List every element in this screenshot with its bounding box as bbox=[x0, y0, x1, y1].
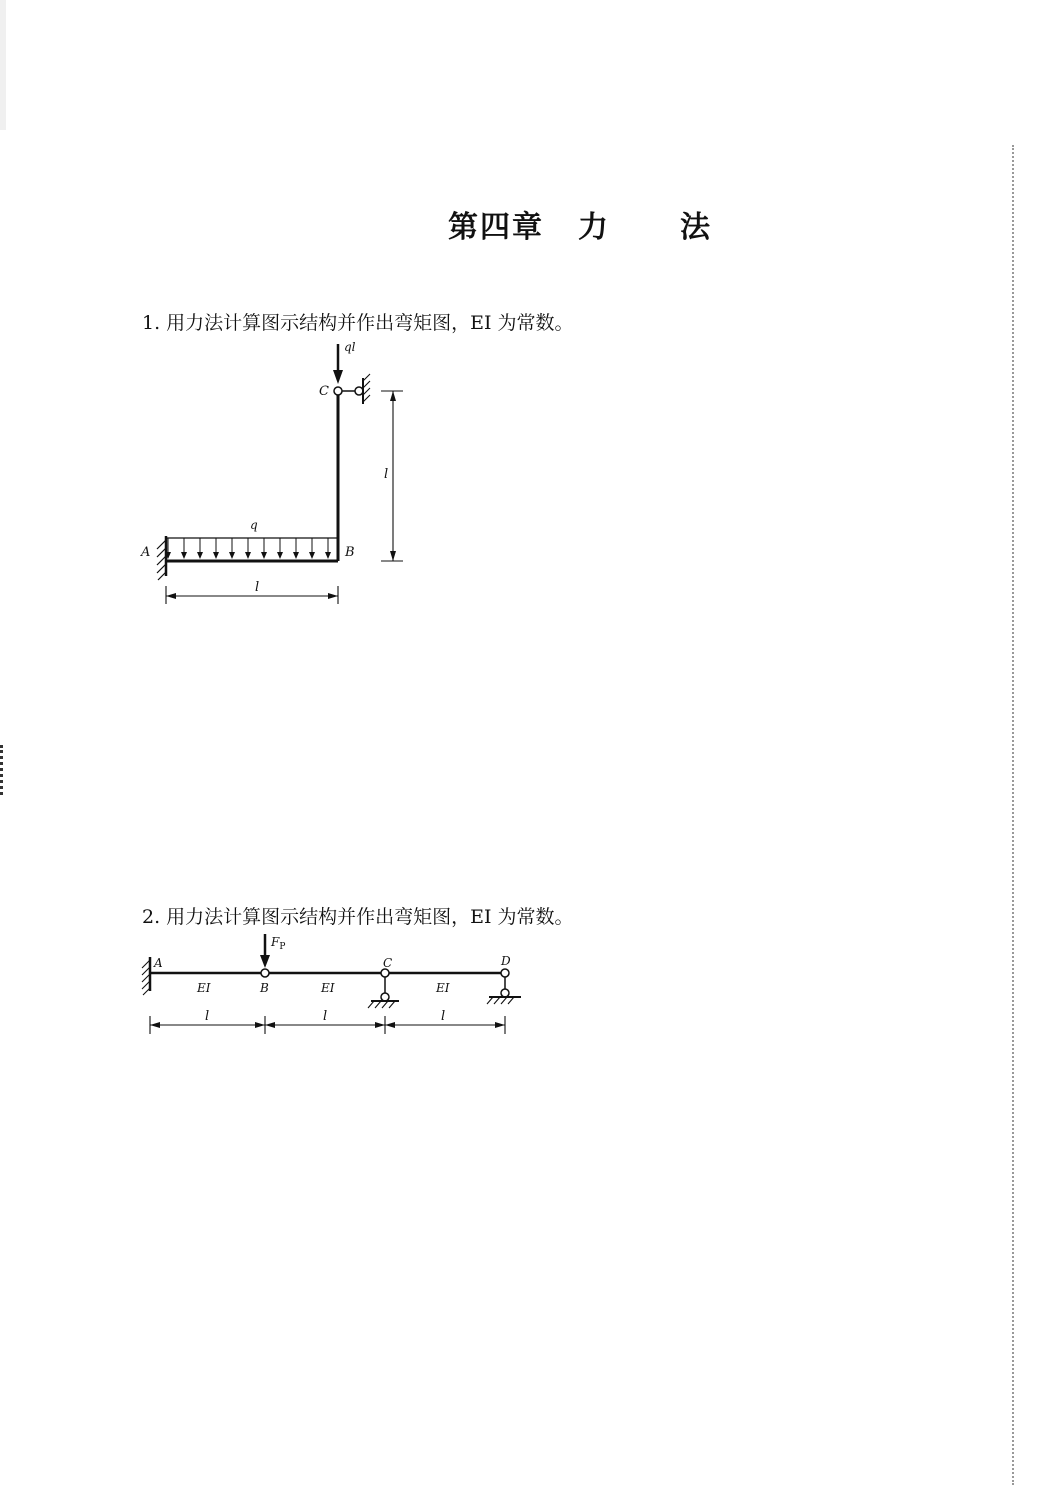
hinge-d bbox=[501, 969, 509, 977]
chapter-title-part2: 力 bbox=[578, 210, 610, 245]
label-a2: A bbox=[154, 956, 163, 970]
label-dim-horizontal: l bbox=[255, 580, 260, 595]
label-ei-3: EI bbox=[436, 981, 450, 995]
label-dim-3: l bbox=[441, 1009, 446, 1024]
label-dim-2: l bbox=[323, 1009, 328, 1024]
label-dim-vertical: l bbox=[384, 467, 389, 482]
problem-1-text: 用力法计算图示结构并作出弯矩图，EI 为常数。 bbox=[166, 312, 574, 334]
label-c: C bbox=[319, 384, 329, 399]
hinge-c2 bbox=[381, 969, 389, 977]
label-load-q: q bbox=[250, 518, 258, 532]
label-a: A bbox=[141, 545, 151, 560]
label-c2: C bbox=[383, 956, 393, 970]
label-dim-1: l bbox=[205, 1009, 210, 1024]
label-ei-2: EI bbox=[321, 981, 335, 995]
label-load-f: F bbox=[271, 935, 280, 949]
problem-2-number: 2. bbox=[142, 906, 161, 928]
problem-2-text: 用力法计算图示结构并作出弯矩图，EI 为常数。 bbox=[166, 906, 574, 928]
problem-1-number: 1. bbox=[142, 312, 161, 334]
chapter-title-part1: 第四章 bbox=[448, 210, 544, 245]
label-b: B bbox=[345, 545, 355, 560]
hinge-b bbox=[261, 969, 269, 977]
label-d2: D bbox=[501, 954, 511, 968]
label-ei-1: EI bbox=[197, 981, 211, 995]
label-load-subscript: P bbox=[279, 942, 286, 952]
label-b2: B bbox=[260, 981, 269, 995]
label-load-ql: ql bbox=[344, 340, 356, 354]
label-load-fp bbox=[270, 935, 285, 952]
chapter-title-part3: 法 bbox=[680, 210, 712, 245]
